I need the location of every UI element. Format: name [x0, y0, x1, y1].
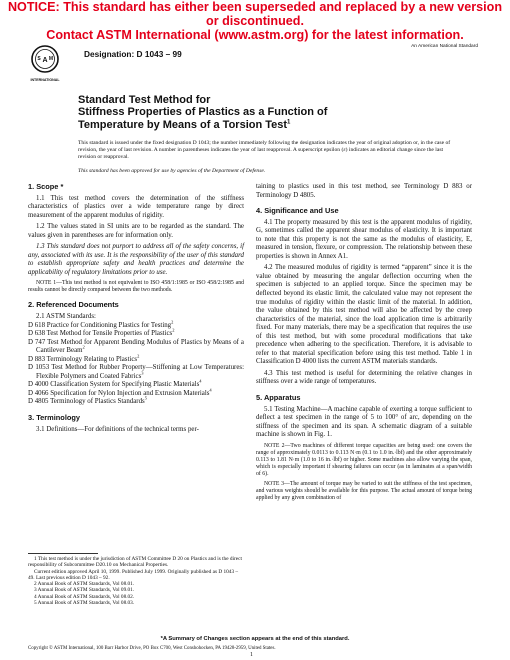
- title-line-2: Stiffness Properties of Plastics as a Function of: [78, 106, 328, 119]
- section-heading-apparatus: 5. Apparatus: [256, 393, 301, 403]
- paragraph-4-3: 4.3 This test method is useful for determining the relative changes in stiffness over a wide range of temperatures.: [256, 369, 472, 386]
- svg-text:S: S: [37, 56, 41, 62]
- page-number: 1: [250, 652, 253, 658]
- footnote-2: 2 Annual Book of ASTM Standards, Vol 08.01.: [34, 581, 135, 588]
- reference-text: D 747 Test Method for Apparent Bending Modulus of Plastics by Means of a Cantilever Beam: [28, 338, 244, 355]
- reference-text: D 4805 Terminology of Plastics Standards: [28, 398, 145, 406]
- reference-item: [28, 319, 244, 331]
- footnotes: [28, 556, 244, 606]
- svg-text:M: M: [48, 56, 54, 62]
- title-line-3: [78, 119, 438, 131]
- paragraph-3-1: 3.1 Definitions—For definitions of the technical terms per-: [36, 425, 199, 433]
- reference-sup: 4: [199, 379, 202, 385]
- reference-sup: 2: [82, 344, 85, 350]
- paragraph-1-1: 1.1 This test method covers the determination of the stiffness characteristics of plastics over a wide temperature range by direct measurement of the apparent modulus of rigidity.: [28, 194, 244, 219]
- reference-sup: 4: [209, 387, 212, 393]
- footnote-3: 3 Annual Book of ASTM Standards, Vol 09.01.: [34, 587, 135, 594]
- reference-list: [28, 319, 244, 407]
- notice-line-2[interactable]: Contact ASTM International (www.astm.org) for the latest information.: [46, 28, 464, 42]
- ansi-label: An American National Standard: [411, 44, 478, 49]
- reference-item: [28, 398, 244, 407]
- logo-text: INTERNATIONAL: [30, 78, 60, 82]
- reference-sup: 3: [141, 370, 144, 376]
- note-3: NOTE 3—The amount of torque may be varied to suit the stiffness of the test specimen, and various weights should be available for this purpose. The actual amount of torque being applied by any given combination of: [256, 480, 472, 501]
- reference-text: D 4066 Specification for Nylon Injection and Extrusion Materials: [28, 389, 210, 397]
- reference-item: [28, 353, 244, 365]
- paragraph-2-1: 2.1 ASTM Standards:: [36, 313, 96, 321]
- approved-statement: This standard has been approved for use by agencies of the Department of Defense.: [78, 168, 266, 174]
- reference-text: D 4000 Classification System for Specifying Plastic Materials: [28, 381, 200, 389]
- reference-text: D 638 Test Method for Tensile Properties of Plastics: [28, 330, 173, 338]
- designation: Designation: D 1043 – 99: [84, 49, 182, 59]
- section-heading-references: 2. Referenced Documents: [28, 300, 119, 310]
- svg-text:A: A: [42, 57, 48, 64]
- reference-item: [28, 327, 244, 339]
- notice-line-1: NOTICE: This standard has either been superseded and replaced by a new version or discontinued.: [7, 0, 503, 28]
- footnote-5: 5 Annual Book of ASTM Standards, Vol 08.03.: [34, 600, 135, 607]
- reference-sup: 2: [171, 319, 174, 325]
- title-line-1: Standard Test Method for: [78, 94, 211, 106]
- footnote-divider: [28, 553, 98, 554]
- footnote-4: 4 Annual Book of ASTM Standards, Vol 08.02.: [34, 593, 135, 600]
- paragraph-4-1: 4.1 The property measured by this test is the apparent modulus of rigidity, G, sometimes called the apparent shear modulus of elasticity. It is important to note that this property is not the same as the modulus of elasticity, E, measured in tension, flexure, or compression. The relationship between these properties is shown in Annex A1.: [256, 218, 472, 260]
- footnote-1-edition: Current edition approved April 10, 1999. Published July 1999. Originally published as D 1043 – 49. Last previous edition D 1043 – 92.: [28, 568, 239, 581]
- reference-text: D 1053 Test Method for Rubber Property—Stiffening at Low Temperatures: Flexible Polymers and Coated Fabrics: [28, 364, 244, 380]
- footnote-1: 1 This test method is under the jurisdiction of ASTM Committee D 20 on Plastics and is the direct responsibility of Subcommittee D20.10 on Mechanical Properties.: [28, 556, 242, 569]
- copyright: Copyright © ASTM International, 100 Barr Harbor Drive, PO Box C700, West Conshohocken, PA 19428-2959, United States.: [28, 646, 276, 651]
- paragraph-4-2: 4.2 The measured modulus of rigidity is termed “apparent” since it is the value obtained by measuring the angular deflection occurring when the specimen is subjected to an applied torque. Since the specimen may be deflected beyond its elastic limit, the calculated value may not represent the true modulus of rigidity within the elastic limit of the material. In addition, the value obtained by this test method will also be affected by the creep characteristics of the material, since the load application time is arbitrarily fixed. For many materials, there may be a specification that requires the use of this test method, but with some procedural modifications that take precedence when adhering to the specification. Therefore, it is advisable to refer to that material specification before using this test method. Table 1 in Classification D 4000 lists the current ASTM materials standards.: [256, 264, 472, 366]
- right-column: [256, 183, 472, 505]
- note-2: NOTE 2—Two machines of different torque capacities are being used: one covers the range of approximately 0.0113 to 0.113 N·m (0.1 to 1.0 in.·lbf) and the other approximately 0.113 to 1.81 N·m (1.0 to 16 in.·lbf) or higher. Some machines also allow varying the span, which is especially important if shearing failures can occur (as in laminates at a span/width of 6).: [256, 442, 472, 477]
- reference-text: D 883 Terminology Relating to Plastics: [28, 355, 138, 363]
- note-1: NOTE 1—This test method is not equivalent to ISO 458/1:1985 or ISO 458/2:1985 and results cannot be directly compared between the two methods.: [28, 280, 244, 294]
- title-line-3-text: Temperature by Means of a Torsion Test: [78, 118, 288, 131]
- reference-sup: 5: [144, 396, 147, 402]
- document-title: [78, 94, 438, 131]
- paragraph-5-1: 5.1 Testing Machine—A machine capable of exerting a torque sufficient to deflect a test specimen in the range of 5 to 100° of arc, depending on the stiffness of the specimen and its span. A schematic diagram of a suitable machine is shown in Fig. 1.: [256, 405, 472, 439]
- section-heading-terminology: 3. Terminology: [28, 413, 81, 423]
- title-footnote-ref: 1: [287, 118, 291, 125]
- reference-text: D 618 Practice for Conditioning Plastics for Testing: [28, 321, 172, 329]
- section-heading-significance: 4. Significance and Use: [256, 206, 339, 216]
- paragraph-3-1-continued: taining to plastics used in this test method, see Terminology D 883 or Terminology D 4805.: [256, 183, 472, 199]
- left-column: [28, 183, 244, 437]
- paragraph-1-2: 1.2 The values stated in SI units are to be regarded as the standard. The values given in parentheses are for information only.: [28, 223, 244, 239]
- summary-of-changes: *A Summary of Changes section appears at the end of this standard.: [160, 636, 350, 642]
- reference-sup: 2: [137, 353, 140, 359]
- section-heading-scope: 1. Scope *: [28, 182, 64, 191]
- astm-logo-icon: [30, 44, 60, 84]
- reference-sup: 2: [172, 327, 175, 333]
- issued-statement: This standard is issued under the fixed designation D 1043; the number immediately following the designation indicates the year of original adoption or, in the case of revision, the year of last revision. A number in parentheses indicates the year of last reapproval. A superscript epsilon (ε) indicates an editorial change since the last revision or reapproval.: [78, 140, 451, 161]
- paragraph-1-3: 1.3 This standard does not purport to address all of the safety concerns, if any, associated with its use. It is the responsibility of the user of this standard to establish appropriate safety and health practices and determine the applicability of regulatory limitations prior to use.: [28, 243, 244, 276]
- reference-item: [28, 364, 244, 381]
- notice-banner: [0, 0, 510, 42]
